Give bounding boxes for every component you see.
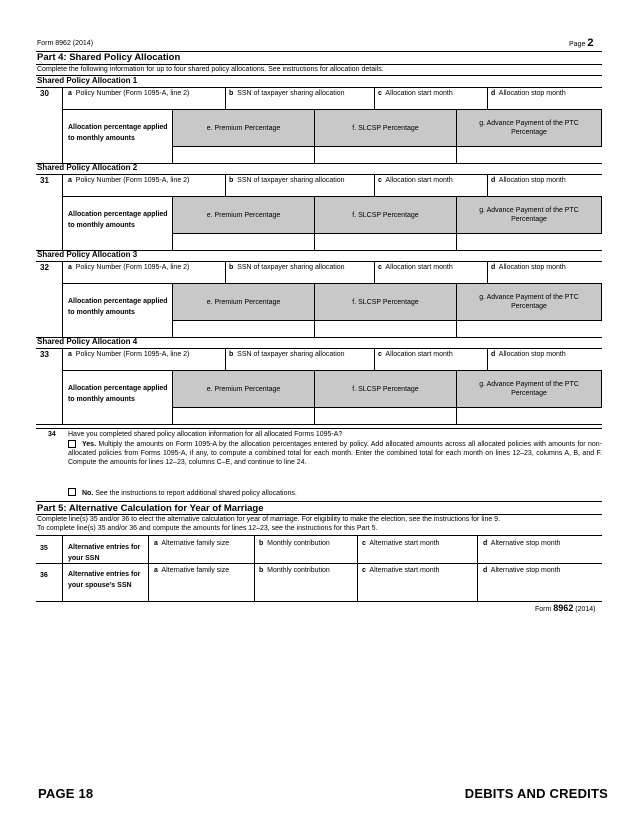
- ssn-field[interactable]: [226, 360, 373, 370]
- start-month-field[interactable]: [375, 186, 486, 196]
- start-month-field[interactable]: [375, 99, 486, 109]
- line-34-number: 34: [48, 431, 56, 438]
- monthly-contribution-field[interactable]: [255, 575, 356, 589]
- col-d-header: d Alternative stop month: [483, 540, 561, 547]
- col-b-header: b SSN of taxpayer sharing allocation: [229, 177, 345, 184]
- part5-line-number: 35: [40, 545, 48, 552]
- advance-ptc-percentage-header: g. Advance Payment of the PTC Percentage: [456, 370, 602, 408]
- premium-percentage-field[interactable]: [173, 408, 314, 423]
- col-d-header: d Allocation stop month: [491, 90, 566, 97]
- ssn-field[interactable]: [226, 99, 373, 109]
- part4-instructions: Complete the following information for up to four shared policy allocations. See instructions for allocation details.: [37, 66, 384, 73]
- stop-month-field[interactable]: [488, 186, 601, 196]
- col-b-header: b SSN of taxpayer sharing allocation: [229, 264, 345, 271]
- col-c-header: c Allocation start month: [378, 264, 453, 271]
- col-a-header: a Alternative family size: [154, 567, 230, 574]
- allocation-line-number: 33: [40, 350, 49, 359]
- no-text: See the instructions to report additional shared policy allocations.: [95, 490, 297, 497]
- alt-start-month-field[interactable]: [358, 548, 476, 562]
- part5-instructions-2: To complete line(s) 35 and/or 36 and compute the amounts for lines 12–23, see the instructions for this Part 5.: [37, 525, 378, 532]
- section-title: DEBITS AND CREDITS: [464, 786, 608, 801]
- premium-percentage-field[interactable]: [173, 147, 314, 162]
- col-c-header: c Alternative start month: [362, 540, 440, 547]
- advance-ptc-percentage-header: g. Advance Payment of the PTC Percentage: [456, 283, 602, 321]
- allocation-line-number: 32: [40, 263, 49, 272]
- slcsp-percentage-field[interactable]: [315, 408, 456, 423]
- allocation-title: Shared Policy Allocation 2: [37, 163, 138, 172]
- yes-label: Yes.: [82, 441, 97, 448]
- part5-row-label: Alternative entries for your spouse’s SSN: [68, 571, 141, 589]
- slcsp-percentage-header: f. SLCSP Percentage: [314, 196, 457, 234]
- part4-title: Part 4: Shared Policy Allocation: [37, 52, 181, 63]
- col-c-header: c Allocation start month: [378, 177, 453, 184]
- col-a-header: a Policy Number (Form 1095-A, line 2): [68, 177, 190, 184]
- part5-instructions-1: Complete line(s) 35 and/or 36 to elect the alternative calculation for year of marriage. For eligibility to make the election, see the instructions for line 9.: [37, 516, 501, 523]
- no-checkbox[interactable]: [68, 488, 76, 496]
- col-a-header: a Policy Number (Form 1095-A, line 2): [68, 264, 190, 271]
- premium-percentage-header: e. Premium Percentage: [172, 283, 315, 321]
- stop-month-field[interactable]: [488, 99, 601, 109]
- col-a-header: a Policy Number (Form 1095-A, line 2): [68, 351, 190, 358]
- premium-percentage-field[interactable]: [173, 321, 314, 336]
- col-d-header: d Allocation stop month: [491, 264, 566, 271]
- yes-text: Multiply the amounts on Form 1095-A by the allocation percentages entered by policy. Add allocated amounts across all allocated policies with amounts for non-allocated policies from Forms 1095-A, if any, to compute a combined total for each month. Enter the combined total for each month on lines 12–23, columns A, B, and F. Compute the amounts for lines 12–23, columns C–E, and continue to line 24.: [68, 441, 602, 466]
- advance-ptc-percentage-field[interactable]: [457, 321, 601, 336]
- form-footer: Form 8962 (2014): [535, 603, 596, 613]
- col-a-header: a Alternative family size: [154, 540, 230, 547]
- col-d-header: d Allocation stop month: [491, 177, 566, 184]
- no-label: No.: [82, 490, 94, 497]
- policy-number-field[interactable]: [63, 186, 224, 196]
- allocation-percentage-label: Allocation percentage applied to monthly amounts: [68, 211, 168, 229]
- premium-percentage-header: e. Premium Percentage: [172, 370, 315, 408]
- advance-ptc-percentage-header: g. Advance Payment of the PTC Percentage: [456, 109, 602, 147]
- col-c-header: c Allocation start month: [378, 351, 453, 358]
- allocation-title: Shared Policy Allocation 4: [37, 337, 138, 346]
- slcsp-percentage-header: f. SLCSP Percentage: [314, 283, 457, 321]
- col-a-header: a Policy Number (Form 1095-A, line 2): [68, 90, 190, 97]
- page-label: Page 2: [569, 37, 594, 49]
- monthly-contribution-field[interactable]: [255, 548, 356, 562]
- ssn-field[interactable]: [226, 273, 373, 283]
- col-d-header: d Alternative stop month: [483, 567, 561, 574]
- policy-number-field[interactable]: [63, 99, 224, 109]
- slcsp-percentage-field[interactable]: [315, 147, 456, 162]
- slcsp-percentage-header: f. SLCSP Percentage: [314, 370, 457, 408]
- allocation-line-number: 30: [40, 89, 49, 98]
- ssn-field[interactable]: [226, 186, 373, 196]
- advance-ptc-percentage-field[interactable]: [457, 147, 601, 162]
- part5-title: Part 5: Alternative Calculation for Year of Marriage: [37, 503, 264, 514]
- alt-family-size-field[interactable]: [149, 575, 253, 589]
- advance-ptc-percentage-field[interactable]: [457, 234, 601, 249]
- yes-text-block: [68, 440, 602, 467]
- alt-stop-month-field[interactable]: [478, 548, 601, 562]
- policy-number-field[interactable]: [63, 273, 224, 283]
- allocation-title: Shared Policy Allocation 3: [37, 250, 138, 259]
- col-b-header: b SSN of taxpayer sharing allocation: [229, 90, 345, 97]
- form-id: Form 8962 (2014): [37, 40, 94, 47]
- col-c-header: c Alternative start month: [362, 567, 440, 574]
- allocation-percentage-label: Allocation percentage applied to monthly amounts: [68, 385, 168, 403]
- col-b-header: b SSN of taxpayer sharing allocation: [229, 351, 345, 358]
- no-text-block: [82, 489, 297, 498]
- slcsp-percentage-header: f. SLCSP Percentage: [314, 109, 457, 147]
- start-month-field[interactable]: [375, 273, 486, 283]
- policy-number-field[interactable]: [63, 360, 224, 370]
- col-b-header: b Monthly contribution: [259, 567, 330, 574]
- allocation-percentage-label: Allocation percentage applied to monthly amounts: [68, 298, 168, 316]
- premium-percentage-field[interactable]: [173, 234, 314, 249]
- premium-percentage-header: e. Premium Percentage: [172, 196, 315, 234]
- part5-row-label: Alternative entries for your SSN: [68, 544, 141, 562]
- stop-month-field[interactable]: [488, 273, 601, 283]
- col-c-header: c Allocation start month: [378, 90, 453, 97]
- premium-percentage-header: e. Premium Percentage: [172, 109, 315, 147]
- slcsp-percentage-field[interactable]: [315, 321, 456, 336]
- line-34-question: Have you completed shared policy allocation information for all allocated Forms 1095-A?: [68, 431, 343, 438]
- slcsp-percentage-field[interactable]: [315, 234, 456, 249]
- alt-stop-month-field[interactable]: [478, 575, 601, 589]
- col-d-header: d Allocation stop month: [491, 351, 566, 358]
- stop-month-field[interactable]: [488, 360, 601, 370]
- advance-ptc-percentage-field[interactable]: [457, 408, 601, 423]
- part5-line-number: 36: [40, 572, 48, 579]
- allocation-percentage-label: Allocation percentage applied to monthly amounts: [68, 124, 168, 142]
- col-b-header: b Monthly contribution: [259, 540, 330, 547]
- page-number: PAGE 18: [38, 786, 94, 801]
- allocation-line-number: 31: [40, 176, 49, 185]
- start-month-field[interactable]: [375, 360, 486, 370]
- alt-start-month-field[interactable]: [358, 575, 476, 589]
- alt-family-size-field[interactable]: [149, 548, 253, 562]
- allocation-title: Shared Policy Allocation 1: [37, 76, 138, 85]
- advance-ptc-percentage-header: g. Advance Payment of the PTC Percentage: [456, 196, 602, 234]
